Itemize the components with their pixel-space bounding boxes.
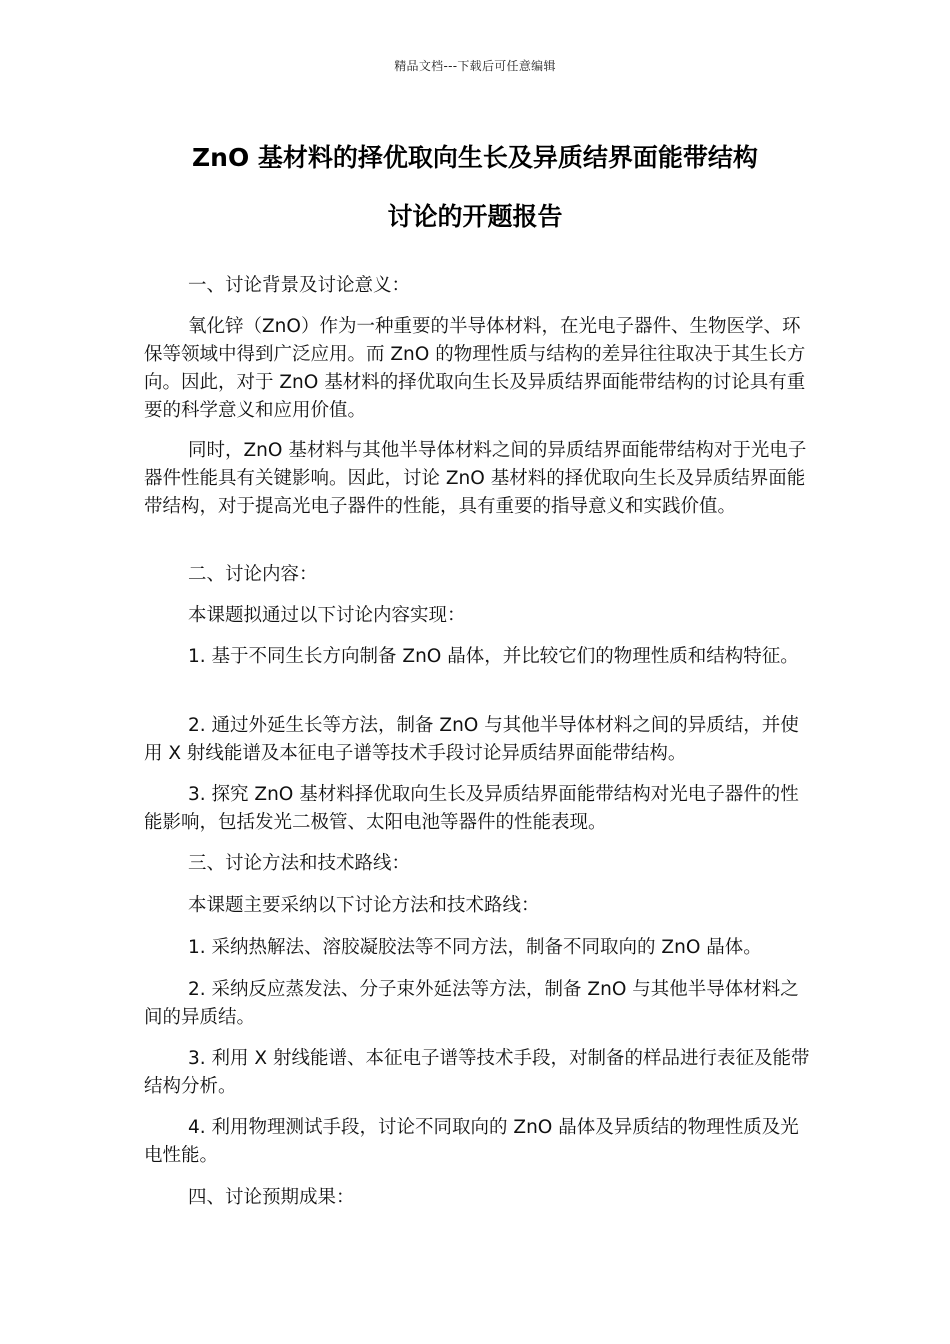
- paragraph-background-2: 同时，ZnO 基材料与其他半导体材料之间的异质结界面能带结构对于光电子器件性能具有关键影响。因此，讨论 ZnO 基材料的择优取向生长及异质结界面能带结构，对于提高光电子器件的性能，具有重要的指导意义和实践价值。: [144, 440, 807, 517]
- list-item-methods-3: 3. 利用 X 射线能谱、本征电子谱等技术手段，对制备的样品进行表征及能带结构分析。: [144, 1048, 810, 1097]
- paragraph-background-1: 氧化锌（ZnO）作为一种重要的半导体材料，在光电子器件、生物医学、环保等领域中得到广泛应用。而 ZnO 的物理性质与结构的差异往往取决于其生长方向。因此，对于 ZnO 基材料的择优取向生长及异质结界面能带结构的讨论具有重要的科学意义和应用价值。: [144, 316, 806, 421]
- list-item-methods-4: 4. 利用物理测试手段，讨论不同取向的 ZnO 晶体及异质结的物理性质及光电性能。: [144, 1117, 799, 1166]
- list-item-content-1: 1. 基于不同生长方向制备 ZnO 晶体，并比较它们的物理性质和结构特征。: [188, 646, 799, 667]
- section-heading-outcomes: 四、讨论预期成果：: [188, 1187, 355, 1208]
- paragraph-content-intro: 本课题拟通过以下讨论内容实现：: [188, 605, 466, 626]
- section-heading-background: 一、讨论背景及讨论意义：: [188, 275, 411, 296]
- header-note: 精品文档---下载后可任意编辑: [394, 59, 556, 73]
- list-item-content-3: 3. 探究 ZnO 基材料择优取向生长及异质结界面能带结构对光电子器件的性能影响，包括发光二极管、太阳电池等器件的性能表现。: [144, 784, 799, 833]
- document-title-line-2: 讨论的开题报告: [387, 202, 563, 231]
- list-item-content-2: 2. 通过外延生长等方法，制备 ZnO 与其他半导体材料之间的异质结，并使用 X 射线能谱及本征电子谱等技术手段讨论异质结界面能带结构。: [144, 715, 799, 764]
- paragraph-methods-intro: 本课题主要采纳以下讨论方法和技术路线：: [188, 895, 540, 916]
- section-heading-methods: 三、讨论方法和技术路线：: [188, 853, 411, 874]
- list-item-methods-2: 2. 采纳反应蒸发法、分子束外延法等方法，制备 ZnO 与其他半导体材料之间的异质结。: [144, 979, 799, 1028]
- document-title-line-1: ZnO 基材料的择优取向生长及异质结界面能带结构: [192, 143, 758, 172]
- section-heading-content: 二、讨论内容：: [188, 564, 318, 585]
- list-item-methods-1: 1. 采纳热解法、溶胶凝胶法等不同方法，制备不同取向的 ZnO 晶体。: [188, 937, 762, 958]
